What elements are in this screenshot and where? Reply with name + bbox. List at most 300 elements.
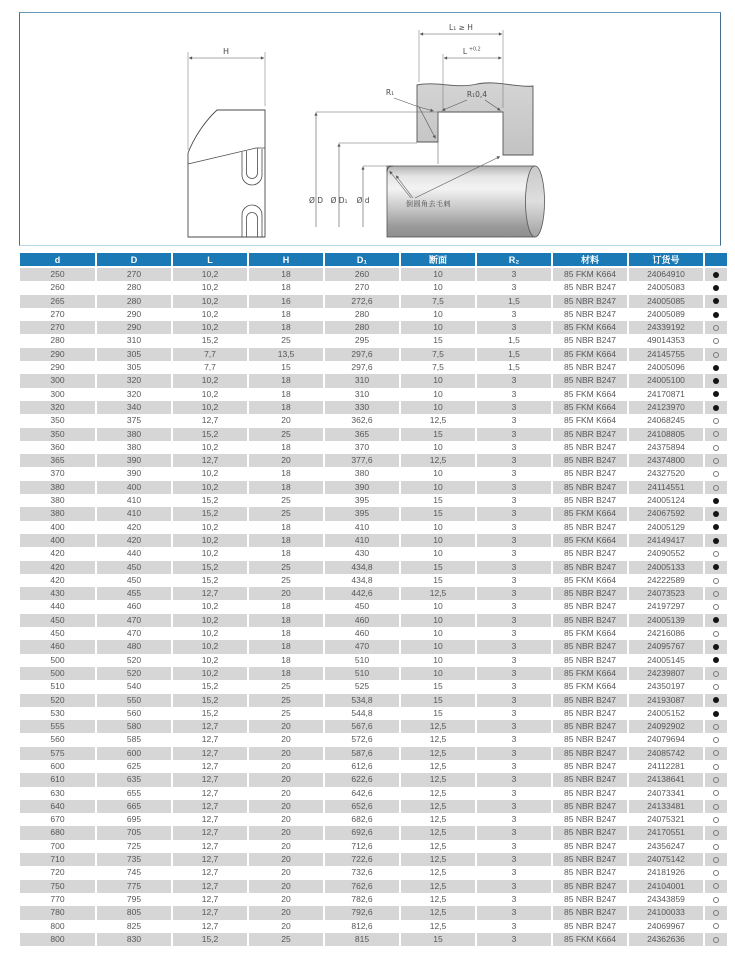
stock-open-dot [713,471,719,477]
cell: 712,6 [324,840,400,853]
table-row [20,308,727,321]
cell: 340 [96,401,172,414]
cell: 625 [96,760,172,773]
cell: 85 NBR B247 [552,853,628,866]
stock-filled-dot [713,405,719,411]
cell: 10,2 [172,401,248,414]
stock-cell [704,494,727,507]
stock-open-dot [713,604,719,610]
stock-cell [704,840,727,853]
cell: 24112281 [628,760,704,773]
cell: 18 [248,281,324,294]
cell: 18 [248,654,324,667]
dim-label-dia-D1: Ø D₁ [330,196,348,205]
cell: 3 [476,654,552,667]
cell: 49014353 [628,334,704,347]
cell: 3 [476,640,552,653]
cell: 85 NBR B247 [552,521,628,534]
cell: 20 [248,893,324,906]
cell: 12,5 [400,893,476,906]
cell: 655 [96,787,172,800]
cell: 12,5 [400,454,476,467]
cell: 20 [248,853,324,866]
cell: 310 [324,388,400,401]
cell: 330 [324,401,400,414]
cell: 85 NBR B247 [552,494,628,507]
cell: 3 [476,667,552,680]
cell: 15,2 [172,694,248,707]
cell: 7,5 [400,348,476,361]
cell: 420 [96,521,172,534]
cell: 15,2 [172,334,248,347]
cell: 3 [476,267,552,281]
cell: 470 [96,614,172,627]
stock-open-dot [713,338,719,344]
stock-open-dot [713,870,719,876]
cell: 434,8 [324,574,400,587]
cell: 24005129 [628,521,704,534]
cell: 390 [96,454,172,467]
cell: 20 [248,813,324,826]
cell: 85 NBR B247 [552,481,628,494]
stock-filled-dot [713,538,719,544]
cell: 310 [324,374,400,387]
stock-filled-dot [713,617,719,623]
cell: 600 [20,760,96,773]
stock-cell [704,627,727,640]
cell: 280 [96,295,172,308]
cell: 10,2 [172,441,248,454]
cell: 24343859 [628,893,704,906]
cell: 10,2 [172,547,248,560]
cell: 3 [476,467,552,480]
cell: 450 [96,561,172,574]
table-row [20,494,727,507]
cell: 25 [248,334,324,347]
stock-cell [704,866,727,879]
cell: 725 [96,840,172,853]
cell: 24085742 [628,747,704,760]
cell: 20 [248,866,324,879]
stock-cell [704,321,727,334]
cell: 24005145 [628,654,704,667]
table-row [20,773,727,786]
cell: 3 [476,374,552,387]
cell: 390 [324,481,400,494]
dim-label-dia-d: Ø d [356,196,370,205]
cell: 24138641 [628,773,704,786]
cell: 12,7 [172,866,248,879]
cell: 24100033 [628,906,704,919]
table-row [20,374,727,387]
cell: 3 [476,561,552,574]
cell: 3 [476,760,552,773]
cell: 3 [476,893,552,906]
cell: 7,5 [400,295,476,308]
cell: 20 [248,840,324,853]
cell: 20 [248,720,324,733]
col-header-5: D₁ [324,253,400,267]
cell: 735 [96,853,172,866]
cell: 10 [400,481,476,494]
cell: 24327520 [628,467,704,480]
cell: 3 [476,481,552,494]
cell: 24067592 [628,507,704,520]
stock-open-dot [713,817,719,823]
stock-open-dot [713,777,719,783]
cell: 12,7 [172,587,248,600]
cell: 732,6 [324,866,400,879]
stock-filled-dot [713,272,719,278]
cell: 575 [20,747,96,760]
cell: 3 [476,906,552,919]
cell: 85 FKM K664 [552,348,628,361]
cell: 3 [476,534,552,547]
table-row [20,388,727,401]
installation-drawing [309,23,545,237]
cell: 24005085 [628,295,704,308]
cell: 3 [476,521,552,534]
table-row [20,428,727,441]
cell: 3 [476,454,552,467]
table-row [20,760,727,773]
cell: 7,5 [400,361,476,374]
cell: 20 [248,800,324,813]
dim-label-dia-D: Ø D [308,196,324,205]
cell: 24114551 [628,481,704,494]
cell: 18 [248,267,324,281]
cell: 85 NBR B247 [552,308,628,321]
cell: 18 [248,627,324,640]
cell: 85 NBR B247 [552,640,628,653]
table-row [20,667,727,680]
cell: 10,2 [172,467,248,480]
cell: 3 [476,920,552,933]
cell: 520 [20,694,96,707]
stock-cell [704,428,727,441]
stock-cell [704,361,727,374]
cell: 18 [248,547,324,560]
cell: 10,2 [172,600,248,613]
cell: 25 [248,507,324,520]
cell: 362,6 [324,414,400,427]
cell: 665 [96,800,172,813]
cell: 652,6 [324,800,400,813]
cell: 15 [400,707,476,720]
table-row [20,826,727,839]
cell: 555 [20,720,96,733]
cell: 670 [20,813,96,826]
cell: 3 [476,880,552,893]
cell: 20 [248,747,324,760]
table-row [20,295,727,308]
cell: 3 [476,800,552,813]
cell: 85 NBR B247 [552,840,628,853]
cell: 610 [20,773,96,786]
cell: 24123970 [628,401,704,414]
stock-cell [704,308,727,321]
table-row [20,414,727,427]
cell: 3 [476,401,552,414]
cell: 20 [248,906,324,919]
cell: 430 [20,587,96,600]
cell: 635 [96,773,172,786]
cell: 18 [248,308,324,321]
cell: 24149417 [628,534,704,547]
stock-cell [704,720,727,733]
cell: 85 FKM K664 [552,933,628,946]
cell: 24005100 [628,374,704,387]
cell: 10,2 [172,614,248,627]
table-row [20,866,727,879]
cell: 1,5 [476,334,552,347]
cell: 3 [476,694,552,707]
stock-cell [704,507,727,520]
table-row [20,361,727,374]
stock-open-dot [713,551,719,557]
stock-cell [704,694,727,707]
cell: 15 [400,494,476,507]
stock-filled-dot [713,391,719,397]
cell: 24075321 [628,813,704,826]
cell: 85 FKM K664 [552,534,628,547]
stock-cell [704,600,727,613]
cell: 825 [96,920,172,933]
cell: 800 [20,920,96,933]
cell: 3 [476,733,552,746]
stock-filled-dot [713,711,719,717]
stock-cell [704,414,727,427]
cell: 710 [20,853,96,866]
cell: 510 [324,667,400,680]
cell: 85 FKM K664 [552,680,628,693]
cell: 640 [20,800,96,813]
cell: 750 [20,880,96,893]
cell: 85 NBR B247 [552,587,628,600]
stock-open-dot [713,431,719,437]
deburr-note: 倒圆角去毛刺 [406,200,451,208]
stock-open-dot [713,804,719,810]
stock-open-dot [713,671,719,677]
stock-open-dot [713,883,719,889]
cell: 3 [476,826,552,839]
cell: 15,2 [172,507,248,520]
stock-cell [704,401,727,414]
cell: 12,5 [400,733,476,746]
col-header-8: 材料 [552,253,628,267]
table-row [20,441,727,454]
cell: 520 [96,667,172,680]
cell: 25 [248,494,324,507]
cell: 420 [20,561,96,574]
table-row [20,840,727,853]
cell: 300 [20,374,96,387]
cell: 10 [400,600,476,613]
cell: 85 NBR B247 [552,694,628,707]
cell: 85 FKM K664 [552,507,628,520]
cell: 12,7 [172,800,248,813]
table-row [20,694,727,707]
cell: 85 NBR B247 [552,441,628,454]
table-row [20,534,727,547]
stock-open-dot [713,737,719,743]
cell: 85 FKM K664 [552,321,628,334]
cell: 305 [96,361,172,374]
dim-label-r1-04: R₁0,4 [466,90,488,99]
cell: 297,6 [324,361,400,374]
cell: 10 [400,467,476,480]
cell: 18 [248,467,324,480]
cell: 85 NBR B247 [552,467,628,480]
stock-cell [704,587,727,600]
cell: 18 [248,401,324,414]
cell: 24079694 [628,733,704,746]
cell: 12,7 [172,840,248,853]
cell: 85 NBR B247 [552,893,628,906]
cell: 20 [248,454,324,467]
cell: 280 [96,281,172,294]
cell: 12,7 [172,760,248,773]
stock-cell [704,787,727,800]
cell: 410 [324,521,400,534]
cell: 24095767 [628,640,704,653]
col-header-2: D [96,253,172,267]
table-row [20,521,727,534]
cell: 15 [400,933,476,946]
cell: 3 [476,933,552,946]
cell: 12,7 [172,720,248,733]
cell: 280 [20,334,96,347]
cell: 10,2 [172,295,248,308]
cell: 85 NBR B247 [552,547,628,560]
cell: 15 [400,561,476,574]
cell: 24222589 [628,574,704,587]
cell: 16 [248,295,324,308]
cell: 722,6 [324,853,400,866]
dim-label-l-tolerance: +0,2 [469,47,481,53]
cell: 272,6 [324,295,400,308]
cell: 85 FKM K664 [552,401,628,414]
cell: 85 NBR B247 [552,880,628,893]
cell: 12,5 [400,747,476,760]
cell: 380 [20,481,96,494]
cell: 12,5 [400,906,476,919]
cell: 85 NBR B247 [552,733,628,746]
cell: 85 NBR B247 [552,374,628,387]
cell: 10,2 [172,667,248,680]
cell: 10,2 [172,654,248,667]
table-row [20,906,727,919]
cell: 3 [476,494,552,507]
stock-open-dot [713,764,719,770]
cell: 705 [96,826,172,839]
cell: 20 [248,920,324,933]
cell: 3 [476,720,552,733]
cell: 12,5 [400,880,476,893]
stock-open-dot [713,352,719,358]
cell: 15,2 [172,707,248,720]
cell: 380 [324,467,400,480]
cell: 10 [400,534,476,547]
stock-cell [704,880,727,893]
data-table-body [20,267,727,946]
cell: 15,2 [172,680,248,693]
cell: 15,2 [172,561,248,574]
cell: 15 [248,361,324,374]
cell: 400 [20,534,96,547]
cell: 450 [20,627,96,640]
cell: 85 NBR B247 [552,826,628,839]
table-row [20,853,727,866]
table-row [20,561,727,574]
cell: 360 [20,441,96,454]
cell: 15 [400,507,476,520]
cell: 24073523 [628,587,704,600]
cell: 480 [96,640,172,653]
cell: 762,6 [324,880,400,893]
stock-open-dot [713,937,719,943]
stock-open-dot [713,458,719,464]
stock-open-dot [713,684,719,690]
stock-open-dot [713,857,719,863]
cell: 85 FKM K664 [552,414,628,427]
cell: 380 [20,494,96,507]
table-row [20,281,727,294]
cell: 530 [20,707,96,720]
cell: 12,5 [400,813,476,826]
cell: 622,6 [324,773,400,786]
cell: 85 NBR B247 [552,454,628,467]
cell: 460 [20,640,96,653]
cell: 12,7 [172,920,248,933]
stock-cell [704,481,727,494]
cell: 12,5 [400,414,476,427]
table-row [20,787,727,800]
cell: 10,2 [172,627,248,640]
seal-profile-drawing [188,47,265,237]
cell: 3 [476,747,552,760]
cell: 815 [324,933,400,946]
cell: 18 [248,600,324,613]
table-row [20,920,727,933]
table-row [20,800,727,813]
cell: 455 [96,587,172,600]
stock-open-dot [713,923,719,929]
stock-cell [704,467,727,480]
cell: 410 [96,507,172,520]
cell: 10,2 [172,267,248,281]
cell: 10,2 [172,521,248,534]
cell: 795 [96,893,172,906]
cell: 320 [96,388,172,401]
cell: 800 [20,933,96,946]
col-header-1: d [20,253,96,267]
stock-cell [704,334,727,347]
cell: 600 [96,747,172,760]
stock-open-dot [713,830,719,836]
cell: 85 NBR B247 [552,281,628,294]
col-header-stock [704,253,727,267]
cell: 770 [20,893,96,906]
cell: 420 [20,547,96,560]
stock-cell [704,547,727,560]
cell: 18 [248,441,324,454]
cell: 295 [324,334,400,347]
dim-label-l1: L₁ ≥ H [449,23,473,32]
stock-open-dot [713,591,719,597]
cell: 12,7 [172,454,248,467]
cell: 18 [248,388,324,401]
